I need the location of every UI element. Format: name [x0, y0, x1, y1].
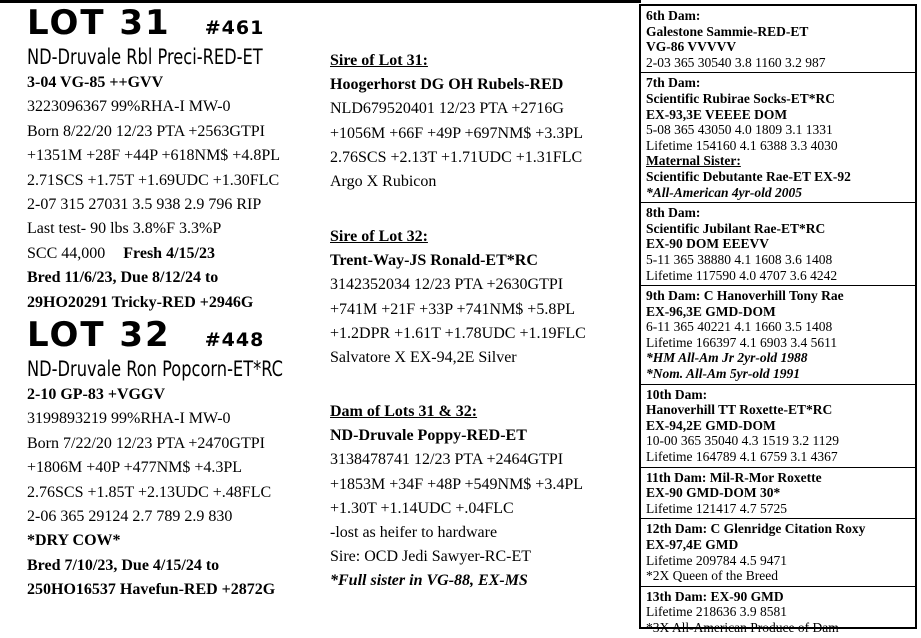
dam-lots-heading: Dam of Lots 31 & 32:: [330, 403, 478, 420]
sire-lot-32-traits-2: +1.2DPR +1.61T +1.78UDC +1.19FLC: [330, 324, 586, 342]
lot-32-status: *DRY COW*: [27, 532, 121, 550]
dam-lots-traits-2: +1.30T +1.14UDC +.04FLC: [330, 499, 514, 517]
sire-lot-31-section: [330, 49, 583, 194]
dam-6-block: [641, 6, 915, 72]
dam-10-block: [641, 384, 915, 467]
lot-31-traits-1: +1351M +28F +44P +618NM$ +4.8PL: [27, 147, 280, 165]
dam-6-name: Galestone Sammie-RED-ET: [646, 23, 809, 39]
dam-8-lifetime: Lifetime 117590 4.0 4707 3.6 4242: [646, 267, 838, 283]
dam-7-heading: 7th Dam:: [646, 75, 701, 91]
sire-lot-32-registration: 3142352034 12/23 PTA +2630GTPI: [330, 276, 564, 294]
dam-13-award: *3X All-American Produce of Dam: [646, 619, 839, 635]
lot-31-fresh-date: Fresh 4/15/23: [123, 244, 215, 262]
dam-9-block: [641, 285, 915, 384]
dam-13-lifetime: Lifetime 218636 3.9 8581: [646, 604, 787, 620]
dam-9-heading: 9th Dam: C Hanoverhill Tony Rae: [646, 288, 844, 304]
dam-13-heading: 13th Dam: EX-90 GMD: [646, 588, 784, 604]
sire-lot-31-traits-1: +1056M +66F +49P +697NM$ +3.3PL: [330, 124, 583, 142]
lot-31-classification: 3-04 VG-85 ++GVV: [27, 74, 164, 91]
lot-32-number: #448: [204, 329, 265, 351]
dam-10-record: 10-00 365 35040 4.3 1519 3.2 1129: [646, 433, 839, 449]
dam-9-award-2: *Nom. All-Am 5yr-old 1991: [646, 366, 800, 382]
lot-31-cow-name: ND-Druvale Rbl Preci-RED-ET: [27, 45, 263, 69]
dam-7-class: EX-93,3E VEEEE DOM: [646, 106, 788, 122]
lot-32-bred-line-1: Bred 7/10/23, Due 4/15/24 to: [27, 556, 220, 574]
sire-lot-31-registration: NLD679520401 12/23 PTA +2716G: [330, 100, 564, 118]
lot-32-traits-1: +1806M +40P +477NM$ +4.3PL: [27, 459, 243, 477]
sire-lot-32-traits-1: +741M +21F +33P +741NM$ +5.8PL: [330, 300, 575, 318]
sire-lot-31-heading: Sire of Lot 31:: [330, 52, 428, 69]
lot-31-traits-2: 2.71SCS +1.75T +1.69UDC +1.30FLC: [27, 171, 280, 189]
dam-9-class: EX-96,3E GMD-DOM: [646, 303, 776, 319]
sire-lot-32-name: Trent-Way-JS Ronald-ET*RC: [330, 252, 538, 270]
dam-12-block: [641, 518, 915, 585]
sire-lot-32-pedigree: Salvatore X EX-94,2E Silver: [330, 349, 517, 367]
dam-8-record: 5-11 365 38880 4.1 1608 3.6 1408: [646, 251, 833, 267]
lot-32-born-pta: Born 7/22/20 12/23 PTA +2470GTPI: [27, 434, 265, 452]
sire-lot-32-heading: Sire of Lot 32:: [330, 228, 428, 245]
dam-10-name: Hanoverhill TT Roxette-ET*RC: [646, 402, 833, 418]
lot-31-title: LOT 31: [27, 3, 171, 43]
maternal-sister-heading: Maternal Sister:: [646, 153, 741, 169]
lot-32-cow-name: ND-Druvale Ron Popcorn-ET*RC: [27, 357, 283, 381]
dam-11-heading: 11th Dam: Mil-R-Mor Roxette: [646, 469, 822, 485]
sire-lot-31-pedigree: Argo X Rubicon: [330, 173, 437, 191]
lot-31-bred-line-2: 29HO20291 Tricky-RED +2946G: [27, 293, 254, 311]
dam-9-record: 6-11 365 40221 4.1 1660 3.5 1408: [646, 319, 833, 335]
dam-9-award-1: *HM All-Am Jr 2yr-old 1988: [646, 350, 808, 366]
sire-lot-31-traits-2: 2.76SCS +2.13T +1.71UDC +1.31FLC: [330, 148, 583, 166]
sire-lot-31-name: Hoogerhorst DG OH Rubels-RED: [330, 76, 564, 94]
dam-12-award: *2X Queen of the Breed: [646, 568, 778, 584]
lot-32-registration: 3199893219 99%RHA-I MW-0: [27, 410, 231, 428]
dam-12-heading: 12th Dam: C Glenridge Citation Roxy: [646, 521, 866, 537]
dam-9-lifetime: Lifetime 166397 4.1 6903 3.4 5611: [646, 334, 838, 350]
lot-32-record: 2-06 365 29124 2.7 789 2.9 830: [27, 508, 233, 526]
dam-lots-traits-1: +1853M +34F +48P +549NM$ +3.4PL: [330, 475, 583, 493]
dam-6-class: VG-86 VVVVV: [646, 39, 737, 55]
dam-7-record: 5-08 365 43050 4.0 1809 3.1 1331: [646, 122, 833, 138]
dam-lots-note: -lost as heifer to hardware: [330, 524, 498, 542]
lot-32-title: LOT 32: [27, 315, 171, 355]
dam-6-record: 2-03 365 30540 3.8 1160 3.2 987: [646, 54, 826, 70]
dam-10-lifetime: Lifetime 164789 4.1 6759 3.1 4367: [646, 449, 838, 465]
lot-31-born-pta: Born 8/22/20 12/23 PTA +2563GTPI: [27, 122, 265, 140]
lot-32-traits-2: 2.76SCS +1.85T +2.13UDC +.48FLC: [27, 483, 272, 501]
pedigree-dams-box: [639, 4, 917, 635]
dam-12-lifetime: Lifetime 209784 4.5 9471: [646, 552, 787, 568]
dam-10-heading: 10th Dam:: [646, 386, 708, 402]
dam-8-name: Scientific Jubilant Rae-ET*RC: [646, 220, 826, 236]
dam-11-block: [641, 467, 915, 519]
dam-8-class: EX-90 DOM EEEVV: [646, 236, 770, 252]
lot-32-bred-line-2: 250HO16537 Havefun-RED +2872G: [27, 581, 276, 599]
maternal-sister-award: *All-American 4yr-old 2005: [646, 184, 802, 200]
dam-11-class: EX-90 GMD-DOM 30*: [646, 485, 781, 501]
sire-lot-32-section: [330, 225, 586, 370]
dam-7-lifetime: Lifetime 154160 4.1 6388 3.3 4030: [646, 137, 838, 153]
dam-lots-registration: 3138478741 12/23 PTA +2464GTPI: [330, 451, 564, 469]
dam-8-block: [641, 202, 915, 285]
dam-12-class: EX-97,4E GMD: [646, 537, 739, 552]
lot-31-registration: 3223096367 99%RHA-I MW-0: [27, 98, 231, 116]
dam-lots-sister: *Full sister in VG-88, EX-MS: [330, 572, 528, 590]
lot-31-header: [27, 3, 387, 43]
maternal-sister-name: Scientific Debutante Rae-ET EX-92: [646, 168, 851, 184]
dam-lots-section: [330, 400, 583, 594]
lot-31-record: 2-07 315 27031 3.5 938 2.9 796 RIP: [27, 196, 262, 214]
lot-31-bred-line-1: Bred 11/6/23, Due 8/12/24 to: [27, 269, 219, 287]
dam-7-block: [641, 72, 915, 202]
dam-lots-sire: Sire: OCD Jedi Sawyer-RC-ET: [330, 548, 531, 566]
dam-13-block: [641, 586, 915, 638]
lot-31-last-test: Last test- 90 lbs 3.8%F 3.3%P: [27, 220, 222, 238]
lot-31-number: #461: [204, 17, 265, 39]
dam-11-lifetime: Lifetime 121417 4.7 5725: [646, 500, 787, 516]
lot-32-classification: 2-10 GP-83 +VGGV: [27, 386, 165, 403]
dam-7-name: Scientific Rubirae Socks-ET*RC: [646, 90, 835, 106]
dam-6-heading: 6th Dam:: [646, 8, 701, 23]
dam-8-heading: 8th Dam:: [646, 205, 701, 221]
lot-31-scc: SCC 44,000: [27, 244, 106, 262]
dam-10-class: EX-94,2E GMD-DOM: [646, 417, 776, 433]
dam-lots-name: ND-Druvale Poppy-RED-ET: [330, 427, 527, 445]
